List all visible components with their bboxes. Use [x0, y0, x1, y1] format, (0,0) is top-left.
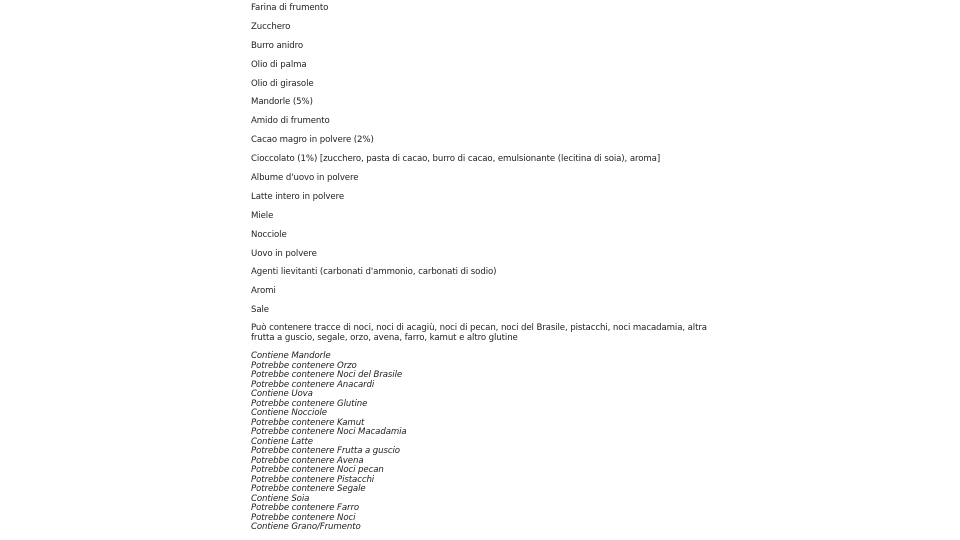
allergen-item: Potrebbe contenere Pistacchi [251, 474, 375, 485]
ingredient-item: Agenti lievitanti (carbonati d'ammonio, carbonati di sodio) [251, 267, 497, 278]
traces-note: Può contenere tracce di noci, noci di acagiù, noci di pecan, noci del Brasile, pistacchi, noci macadamia, altra frutta a guscio, segale, orzo, avena, farro, kamut e altro glutine [251, 323, 707, 343]
allergen-item: Contiene Mandorle [251, 351, 331, 362]
ingredient-item: Uovo in polvere [251, 248, 317, 259]
ingredient-item: Farina di frumento [251, 3, 329, 13]
allergen-item: Potrebbe contenere Glutine [251, 398, 368, 409]
ingredient-item: Albume d'uovo in polvere [251, 173, 359, 184]
allergen-item: Potrebbe contenere Noci pecan [251, 465, 384, 476]
ingredient-item: Olio di palma [251, 59, 307, 70]
ingredient-item: Latte intero in polvere [251, 191, 345, 202]
allergen-item: Contiene Nocciole [251, 408, 327, 419]
ingredients-list [251, 3, 721, 343]
ingredient-item: Nocciole [251, 229, 287, 240]
ingredient-item: Olio di girasole [251, 78, 314, 89]
allergen-item: Potrebbe contenere Orzo [251, 360, 357, 371]
allergen-item: Potrebbe contenere Farro [251, 503, 360, 514]
allergen-item: Contiene Grano/Frumento [251, 522, 361, 533]
allergen-item: Potrebbe contenere Kamut [251, 417, 365, 428]
allergen-item: Potrebbe contenere Noci Macadamia [251, 427, 407, 438]
allergen-item: Potrebbe contenere Segale [251, 484, 366, 495]
ingredient-item: Miele [251, 210, 274, 221]
allergen-item: Potrebbe contenere Noci del Brasile [251, 370, 403, 381]
allergen-item: Potrebbe contenere Anacardi [251, 379, 375, 390]
product-info-panel [251, 3, 721, 533]
ingredient-item: Cioccolato (1%) [zucchero, pasta di cacao, burro di cacao, emulsionante (lecitina di soia), aroma] [251, 154, 661, 165]
allergen-item: Contiene Latte [251, 436, 313, 447]
allergen-item: Potrebbe contenere Avena [251, 455, 364, 466]
allergen-item: Potrebbe contenere Frutta a guscio [251, 446, 400, 457]
ingredient-item: Sale [251, 305, 269, 316]
ingredient-item: Burro anidro [251, 40, 304, 51]
ingredient-item: Aromi [251, 286, 276, 297]
allergens-list [251, 352, 721, 533]
ingredient-item: Amido di frumento [251, 116, 330, 127]
ingredient-item: Zucchero [251, 21, 291, 32]
ingredient-item: Mandorle (5%) [251, 97, 313, 108]
allergen-item: Contiene Uova [251, 389, 313, 400]
allergen-item: Contiene Soia [251, 493, 310, 504]
allergen-item: Potrebbe contenere Noci [251, 512, 356, 523]
ingredient-item: Cacao magro in polvere (2%) [251, 135, 374, 146]
